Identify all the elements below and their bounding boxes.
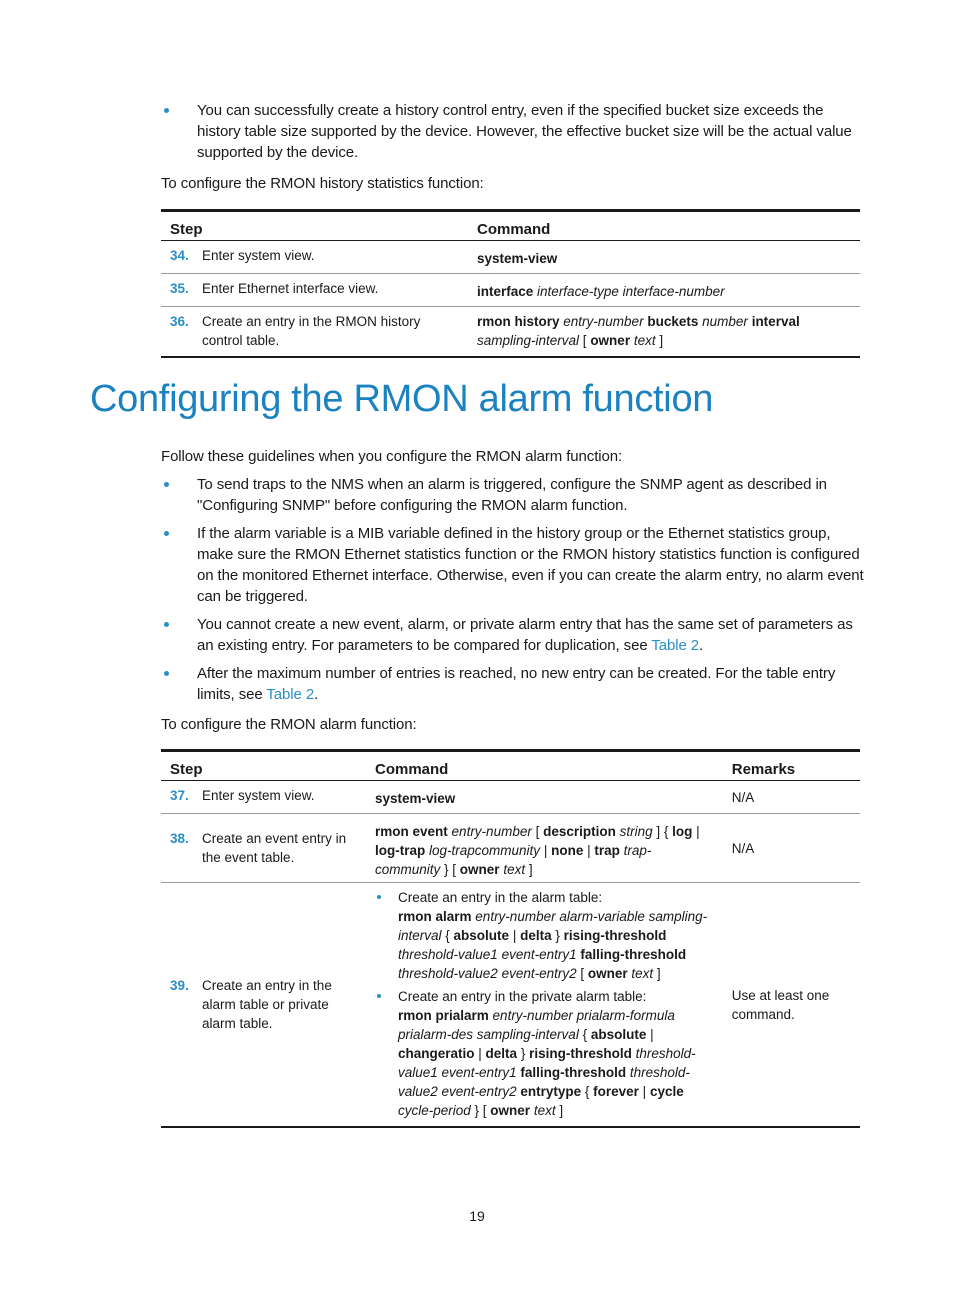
alarm-bullet-text: Create an entry in the alarm table: [398, 890, 603, 905]
step-text: Enter system view. [202, 248, 315, 263]
command-arg: entry-number [451, 824, 532, 839]
command-keyword: buckets [647, 314, 699, 329]
table-row: 36. Create an entry in the RMON history control table. rmon history entry-number buckets number interval sampling-interval [ owner text ] [161, 307, 860, 358]
history-note-1: You can successfully create a history control entry, even if the specified bucket size exceeds the history table size supported by the device. However, the effective bucket size will be the actual value supported by the device. [161, 100, 864, 163]
period: . [699, 637, 704, 654]
command-arg: threshold-value1 event-entry1 [398, 1046, 696, 1080]
step-text: Create an entry in the alarm table or private alarm table. [202, 978, 332, 1031]
command-keyword: changeratio [398, 1046, 475, 1061]
remarks-cell: N/A [723, 814, 860, 883]
command-keyword: interface [477, 284, 534, 299]
guidelines-intro: Follow these guidelines when you configure the RMON alarm function: [161, 448, 623, 465]
prialarm-bullet-text: Create an entry in the private alarm table: [398, 989, 647, 1004]
step-number: 38. [170, 831, 189, 846]
command-keyword: forever [593, 1084, 639, 1099]
header-remarks: Remarks [723, 751, 860, 781]
command-arg: entry-number prialarm-formula prialarm-des sampling-interval [398, 1008, 675, 1042]
table-row [161, 781, 860, 814]
command-arg: string [619, 824, 653, 839]
command-arg: cycle-period [398, 1103, 471, 1118]
command-keyword: rmon history [477, 314, 560, 329]
command-keyword: log-trap [375, 843, 426, 858]
command-keyword: log [672, 824, 693, 839]
command-keyword: owner [590, 333, 631, 348]
remarks-cell: Use at least one command. [723, 883, 860, 1128]
guideline-1: To send traps to the NMS when an alarm is triggered, configure the SNMP agent as described in "Configuring SNMP" before configuring the RMON alarm function. [161, 474, 864, 516]
command-arg: sampling-interval [477, 333, 580, 348]
command-keyword: delta [520, 928, 552, 943]
step-text: Enter system view. [202, 788, 315, 803]
history-config-table [161, 209, 860, 358]
command-arg: threshold-value1 event-entry1 [398, 947, 577, 962]
table-header-row [161, 211, 860, 241]
step-number: 34. [170, 248, 189, 263]
guideline-4 [161, 663, 864, 705]
command-arg: text [503, 862, 526, 877]
command-keyword: entrytype [520, 1084, 582, 1099]
header-command: Command [468, 211, 860, 241]
history-intro: To configure the RMON history statistics function: [161, 175, 484, 192]
command-keyword: owner [490, 1103, 531, 1118]
command-keyword: rising-threshold [529, 1046, 632, 1061]
command-keyword: none [551, 843, 584, 858]
table-header-row [161, 751, 860, 781]
command-arg: log-trapcommunity [429, 843, 541, 858]
command-arg: entry-number [563, 314, 644, 329]
alarm-intro: To configure the RMON alarm function: [161, 716, 417, 733]
command-arg: entry-number alarm-variable sampling-interval [398, 909, 708, 943]
history-notes [161, 100, 864, 170]
command-arg: number [702, 314, 748, 329]
guideline-3-text: You cannot create a new event, alarm, or private alarm entry that has the same set of parameters as an existing entry. For parameters to be compared for duplication, see [197, 616, 853, 654]
prialarm-command-item: Create an entry in the private alarm table: rmon prialarm entry-number prialarm-formula prialarm-des sampling-interval { absolute | changeratio | delta } rising-threshold threshold-value1 event-entry1 falling-threshold threshold-value2 event-entry2 entrytype { forever | cycle cycle-period } [ owner text ] [375, 987, 714, 1120]
command-keyword: trap [594, 843, 620, 858]
command-arg: interface-type interface-number [537, 284, 725, 299]
command-arg: threshold-value2 event-entry2 [398, 966, 577, 981]
guideline-2: If the alarm variable is a MIB variable defined in the history group or the Ethernet statistics group, make sure the RMON Ethernet statistics function or the RMON history statistics function is configured on the monitored Ethernet interface. Otherwise, even if you can create the alarm entry, no alarm event can be triggered. [161, 523, 864, 607]
command-keyword: absolute [590, 1027, 647, 1042]
command-keyword: rmon event [375, 824, 448, 839]
command-keyword: system-view [477, 251, 558, 266]
header-step: Step [161, 751, 366, 781]
command-keyword: delta [485, 1046, 518, 1061]
guideline-3 [161, 614, 864, 656]
step-text: Create an event entry in the event table. [202, 831, 347, 865]
alarm-command-item: Create an entry in the alarm table: rmon alarm entry-number alarm-variable sampling-interval { absolute | delta } rising-threshold threshold-value1 event-entry1 falling-threshold threshold-value2 event-entry2 [ owner text ] [375, 888, 714, 983]
step-number: 39. [170, 978, 189, 993]
period: . [314, 686, 319, 703]
command-keyword: rmon alarm [398, 909, 472, 924]
command-keyword: system-view [375, 791, 456, 806]
remarks-cell: N/A [723, 781, 860, 814]
section-title: Configuring the RMON alarm function [90, 378, 714, 420]
step-number: 36. [170, 314, 189, 329]
command-keyword: owner [587, 966, 628, 981]
guideline-4-text: After the maximum number of entries is reached, no new entry can be created. For the table entry limits, see [197, 665, 836, 703]
command-arg: text [633, 333, 656, 348]
command-arg: trap-community [375, 843, 652, 877]
table-row [161, 274, 860, 307]
step-number: 35. [170, 281, 189, 296]
table-row: 38. Create an event entry in the event table. rmon event entry-number [ description string ] { log | log-trap log-trapcommunity | none | trap trap-community } [ owner text ] N/A [161, 814, 860, 883]
command-keyword: absolute [453, 928, 510, 943]
command-keyword: cycle [649, 1084, 684, 1099]
alarm-command-list [375, 888, 714, 1120]
command-keyword: interval [751, 314, 800, 329]
guidelines-list [161, 474, 864, 712]
command-arg: threshold-value2 event-entry2 [398, 1065, 690, 1099]
step-text: Create an entry in the RMON history control table. [202, 314, 421, 348]
command-keyword: rmon prialarm [398, 1008, 489, 1023]
command-keyword: owner [459, 862, 500, 877]
table-row [161, 883, 860, 1128]
command-keyword: description [543, 824, 616, 839]
command-keyword: falling-threshold [580, 947, 687, 962]
command-arg: text [533, 1103, 556, 1118]
alarm-config-table [161, 749, 860, 1128]
table-2-link[interactable]: Table 2 [266, 686, 315, 703]
header-command: Command [366, 751, 723, 781]
page-number: 19 [469, 1208, 485, 1224]
step-number: 37. [170, 788, 189, 803]
command-arg: text [631, 966, 654, 981]
command-keyword: falling-threshold [520, 1065, 627, 1080]
step-text: Enter Ethernet interface view. [202, 281, 379, 296]
command-keyword: rising-threshold [563, 928, 667, 943]
table-2-link[interactable]: Table 2 [651, 637, 700, 654]
table-row [161, 241, 860, 274]
header-step: Step [161, 211, 468, 241]
